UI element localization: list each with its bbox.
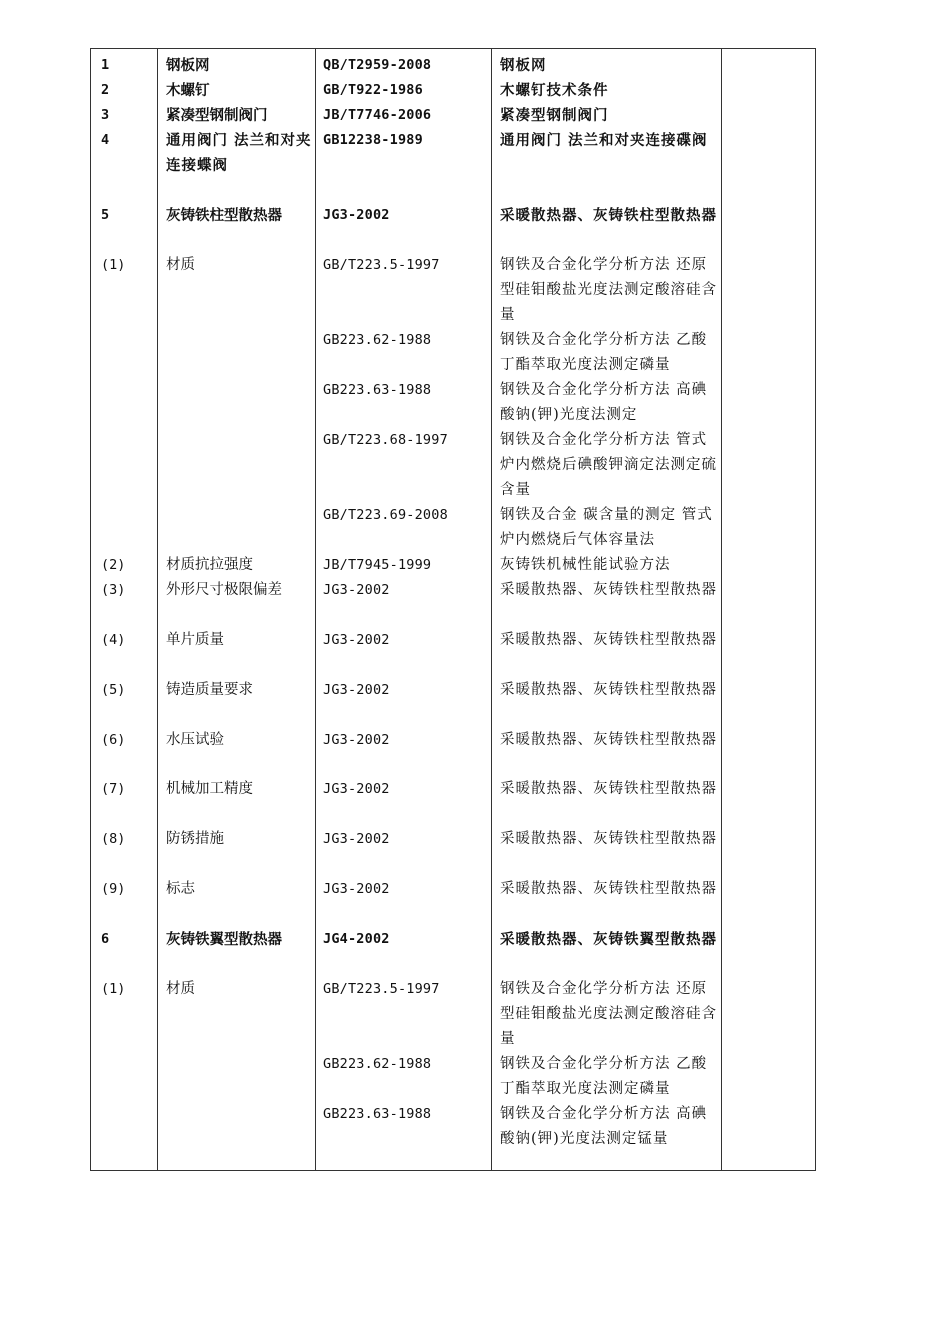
row-standard-title: 采暖散热器、灰铸铁柱型散热器 [500, 781, 717, 797]
row-number: (4) [101, 632, 126, 648]
row-standard-code: JG3-2002 [323, 207, 390, 223]
column-divider [157, 49, 158, 1170]
row-standard-code: JG3-2002 [323, 831, 390, 847]
row-number: 4 [101, 132, 110, 148]
row-standard-code: GB223.63-1988 [323, 1106, 432, 1122]
row-standard-code: GB/T223.5-1997 [323, 981, 440, 997]
row-standard-title: 钢铁及合金化学分析方法 还原型硅钼酸盐光度法测定酸溶硅含量 [500, 981, 717, 1047]
row-item: 钢板网 [166, 57, 210, 74]
row-standard-title: 采暖散热器、灰铸铁柱型散热器 [500, 632, 717, 648]
row-standard-code: GB/T223.68-1997 [323, 432, 448, 448]
row-standard-code: JB/T7746-2006 [323, 107, 432, 123]
row-number: (2) [101, 557, 126, 573]
row-standard-title: 紧凑型钢制阀门 [500, 107, 609, 124]
row-item: 机械加工精度 [166, 781, 253, 797]
row-standard-code: JG3-2002 [323, 881, 390, 897]
row-standard-title: 采暖散热器、灰铸铁柱型散热器 [500, 207, 717, 224]
row-standard-code: JB/T7945-1999 [323, 557, 432, 573]
row-standard-title: 钢铁及合金化学分析方法 高碘酸钠(钾)光度法测定锰量 [500, 1106, 708, 1147]
row-item: 灰铸铁翼型散热器 [166, 931, 282, 948]
row-standard-title: 钢铁及合金化学分析方法 乙酸丁酯萃取光度法测定磷量 [500, 1056, 708, 1097]
row-standard-code: GB/T922-1986 [323, 82, 423, 98]
standards-table [90, 48, 816, 1171]
row-item: 铸造质量要求 [166, 682, 253, 698]
row-item: 通用阀门 法兰和对夹连接蝶阀 [166, 132, 312, 174]
row-number: (1) [101, 257, 126, 273]
row-standard-title: 钢铁及合金化学分析方法 高碘酸钠(钾)光度法测定 [500, 382, 708, 423]
row-standard-code: JG3-2002 [323, 632, 390, 648]
row-standard-code: JG3-2002 [323, 732, 390, 748]
row-standard-title: 钢铁及合金化学分析方法 乙酸丁酯萃取光度法测定磷量 [500, 332, 708, 373]
row-item: 水压试验 [166, 732, 224, 748]
row-standard-code: JG3-2002 [323, 781, 390, 797]
row-number: (8) [101, 831, 126, 847]
row-standard-code: GB/T223.5-1997 [323, 257, 440, 273]
row-number: 2 [101, 82, 110, 98]
row-number: (6) [101, 732, 126, 748]
row-standard-title: 通用阀门 法兰和对夹连接碟阀 [500, 132, 708, 149]
row-standard-title: 采暖散热器、灰铸铁柱型散热器 [500, 582, 717, 598]
row-number: (7) [101, 781, 126, 797]
row-standard-title: 钢板网 [500, 57, 547, 74]
column-divider [491, 49, 492, 1170]
row-standard-title: 采暖散热器、灰铸铁柱型散热器 [500, 682, 717, 698]
row-item: 防锈措施 [166, 831, 224, 847]
row-number: (5) [101, 682, 126, 698]
row-item: 木螺钉 [166, 82, 210, 99]
row-standard-title: 钢铁及合金 碳含量的测定 管式炉内燃烧后气体容量法 [500, 507, 713, 548]
row-standard-title: 木螺钉技术条件 [500, 82, 609, 99]
row-standard-code: GB223.62-1988 [323, 332, 432, 348]
row-standard-code: JG4-2002 [323, 931, 390, 947]
row-standard-title: 采暖散热器、灰铸铁柱型散热器 [500, 831, 717, 847]
row-item: 紧凑型钢制阀门 [166, 107, 268, 124]
row-number: 5 [101, 207, 110, 223]
row-item: 材质 [166, 257, 195, 273]
row-standard-code: JG3-2002 [323, 582, 390, 598]
row-item: 标志 [166, 881, 195, 897]
row-number: (3) [101, 582, 126, 598]
row-standard-title: 钢铁及合金化学分析方法 管式炉内燃烧后碘酸钾滴定法测定硫含量 [500, 432, 717, 498]
row-item: 灰铸铁柱型散热器 [166, 207, 282, 224]
row-standard-title: 采暖散热器、灰铸铁柱型散热器 [500, 732, 717, 748]
row-standard-code: GB/T223.69-2008 [323, 507, 448, 523]
row-standard-title: 灰铸铁机械性能试验方法 [500, 557, 671, 573]
row-standard-code: GB223.63-1988 [323, 382, 432, 398]
row-item: 材质 [166, 981, 195, 997]
row-number: 6 [101, 931, 110, 947]
row-standard-title: 钢铁及合金化学分析方法 还原型硅钼酸盐光度法测定酸溶硅含量 [500, 257, 717, 323]
row-item: 外形尺寸极限偏差 [166, 582, 282, 598]
row-standard-title: 采暖散热器、灰铸铁翼型散热器 [500, 931, 717, 948]
row-standard-title: 采暖散热器、灰铸铁柱型散热器 [500, 881, 717, 897]
row-number: 3 [101, 107, 110, 123]
column-divider [315, 49, 316, 1170]
row-item: 材质抗拉强度 [166, 557, 253, 573]
row-standard-code: GB12238-1989 [323, 132, 423, 148]
row-number: (1) [101, 981, 126, 997]
row-standard-code: QB/T2959-2008 [323, 57, 432, 73]
row-standard-code: JG3-2002 [323, 682, 390, 698]
row-number: 1 [101, 57, 110, 73]
row-number: (9) [101, 881, 126, 897]
row-item: 单片质量 [166, 632, 224, 648]
row-standard-code: GB223.62-1988 [323, 1056, 432, 1072]
